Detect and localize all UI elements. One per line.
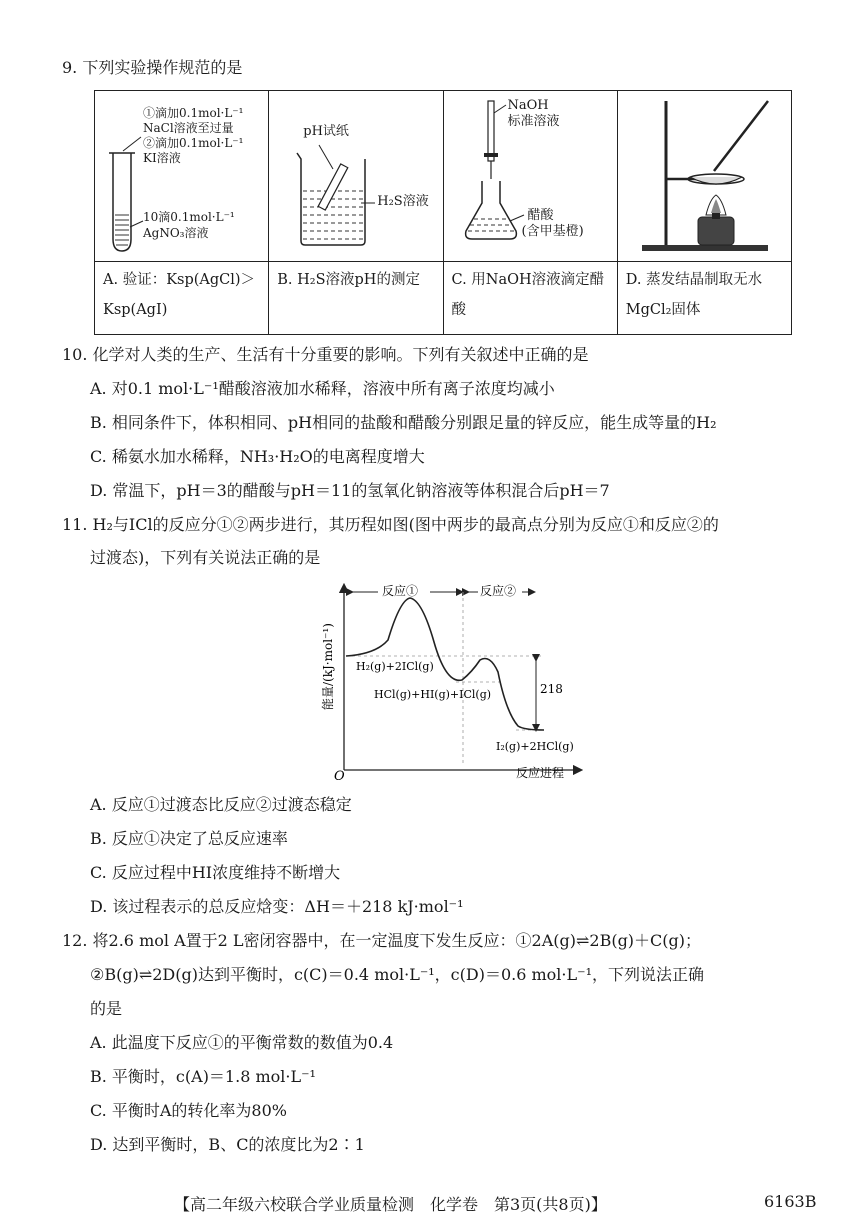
q9-experiment-table — [94, 90, 792, 335]
state-final-label: I₂(g)+2HCl(g) — [496, 740, 574, 753]
q9-cell-d-figure — [617, 91, 791, 262]
q12-option-b: B. 平衡时，c(A)＝1.8 mol·L⁻¹ — [90, 1067, 316, 1086]
state-initial-label: H₂(g)+2ICl(g) — [356, 660, 434, 673]
step1-label: 反应① — [382, 584, 419, 598]
q9a-note-3: ②滴加0.1mol·L⁻¹ — [143, 136, 244, 150]
q11-stem-line1: 11. H₂与ICl的反应分①②两步进行，其历程如图(图中两步的最高点分别为反应①和反应②的 — [62, 515, 719, 534]
x-axis-label: 反应进程 — [516, 766, 565, 780]
q10-option-c: C. 稀氨水加水稀释，NH₃·H₂O的电离程度增大 — [90, 447, 425, 466]
q9a-note-6: AgNO₃溶液 — [143, 226, 209, 240]
q12-option-a: A. 此温度下反应①的平衡常数的数值为0.4 — [90, 1033, 394, 1052]
q11-option-d: D. 该过程表示的总反应焓变：ΔH＝＋218 kJ·mol⁻¹ — [90, 897, 464, 916]
q10-option-b: B. 相同条件下，体积相同、pH相同的盐酸和醋酸分别跟足量的锌反应，能生成等量的H₂ — [90, 413, 717, 432]
q9-option-c: C. 用NaOH溶液滴定醋酸 — [443, 262, 617, 335]
q9-option-a: A. 验证：Ksp(AgCl)＞Ksp(AgI) — [95, 262, 269, 335]
q9c-note-3: 醋酸 — [527, 208, 554, 223]
q12-stem-line1: 12. 将2.6 mol A置于2 L密闭容器中，在一定温度下发生反应：①2A(g)⇌2B(g)＋C(g)； — [62, 931, 702, 950]
q11-option-b: B. 反应①决定了总反应速率 — [90, 829, 288, 848]
q12-option-c: C. 平衡时A的转化率为80% — [90, 1101, 287, 1120]
beaker-figure — [269, 91, 443, 261]
q9a-note-1: ①滴加0.1mol·L⁻¹ — [143, 106, 244, 120]
q11-option-c: C. 反应过程中HI浓度维持不断增大 — [90, 863, 341, 882]
q9b-note-2: H₂S溶液 — [377, 194, 429, 209]
q9-cell-b-figure — [269, 91, 443, 262]
delta-label: 218 — [540, 682, 563, 696]
evaporation-figure — [618, 91, 792, 261]
q11-stem-line2: 过渡态)，下列有关说法正确的是 — [90, 548, 321, 567]
q12-option-d: D. 达到平衡时，B、C的浓度比为2∶1 — [90, 1135, 365, 1154]
q11-option-a: A. 反应①过渡态比反应②过渡态稳定 — [90, 795, 352, 814]
page-footer: 【高二年级六校联合学业质量检测 化学卷 第3页(共8页)】 — [174, 1195, 607, 1214]
y-axis-label: 能量/(kJ·mol⁻¹) — [321, 623, 335, 710]
q10-stem: 10. 化学对人类的生产、生活有十分重要的影响。下列有关叙述中正确的是 — [62, 345, 589, 364]
q10-option-d: D. 常温下，pH＝3的醋酸与pH＝11的氢氧化钠溶液等体积混合后pH＝7 — [90, 481, 610, 500]
q9-option-b: B. H₂S溶液pH的测定 — [269, 262, 443, 335]
paper-code: 6163B — [764, 1192, 817, 1211]
q9a-note-5: 10滴0.1mol·L⁻¹ — [143, 210, 235, 224]
q9-stem: 9. 下列实验操作规范的是 — [62, 58, 243, 77]
q9-cell-a-figure — [95, 91, 269, 262]
q9-cell-c-figure — [443, 91, 617, 262]
q9a-note-4: KI溶液 — [143, 151, 181, 165]
q9a-note-2: NaCl溶液至过量 — [143, 121, 234, 135]
q9c-note-4: (含甲基橙) — [521, 224, 584, 239]
q9b-note-1: pH试纸 — [303, 124, 349, 139]
q12-stem-line2: ②B(g)⇌2D(g)达到平衡时，c(C)＝0.4 mol·L⁻¹，c(D)＝0.6 mol·L⁻¹，下列说法正确 — [90, 965, 704, 984]
q9-option-d: D. 蒸发结晶制取无水MgCl₂固体 — [617, 262, 791, 335]
q10-option-a: A. 对0.1 mol·L⁻¹醋酸溶液加水稀释，溶液中所有离子浓度均减小 — [90, 379, 555, 398]
state-intermediate-label: HCl(g)+HI(g)+ICl(g) — [374, 688, 492, 701]
step2-label: 反应② — [480, 584, 517, 598]
q9c-note-2: 标准溶液 — [507, 114, 560, 129]
q9c-note-1: NaOH — [507, 98, 549, 113]
origin-label: O — [334, 769, 345, 780]
q12-stem-line3: 的是 — [90, 999, 123, 1018]
energy-profile-chart — [306, 580, 586, 780]
